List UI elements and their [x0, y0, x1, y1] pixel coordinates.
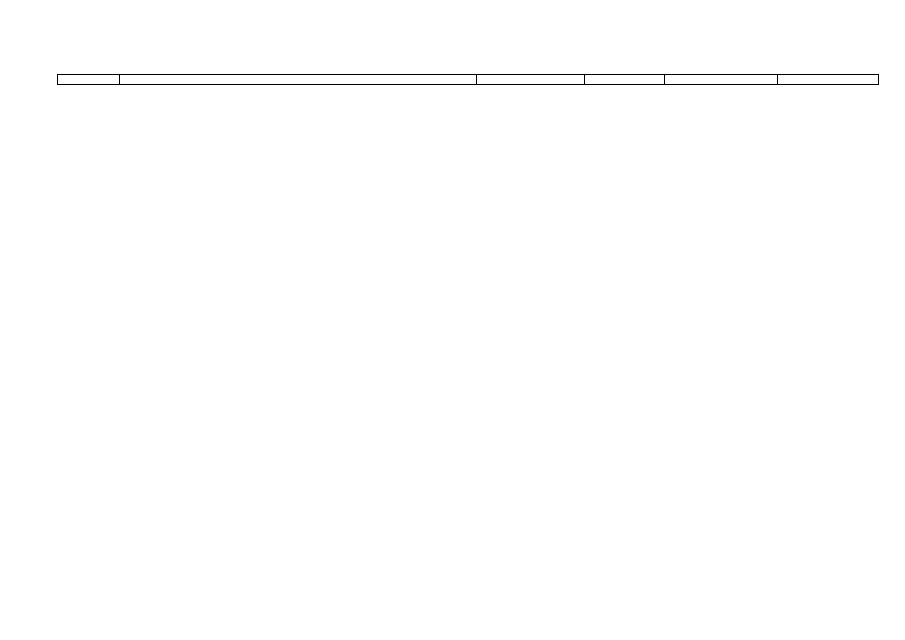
header-col-1	[58, 75, 119, 84]
header-col-3	[476, 75, 584, 84]
table-header-row	[57, 74, 879, 85]
header-col-5	[664, 75, 777, 84]
header-col-2	[119, 75, 476, 84]
header-col-4	[584, 75, 664, 84]
header-col-6	[777, 75, 880, 84]
